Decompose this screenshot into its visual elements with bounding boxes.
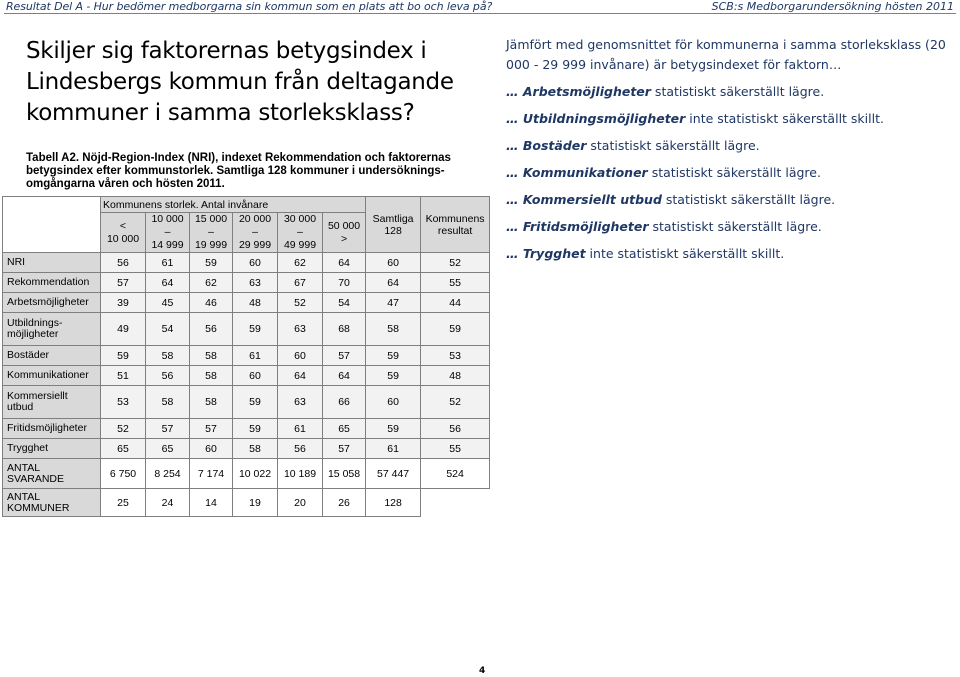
row-label-line: SVARANDE [7, 472, 64, 485]
row-label [3, 366, 101, 386]
value-cell: 56 [190, 313, 233, 346]
row-label-line: Arbetsmöjligheter [7, 296, 89, 308]
header-survey-name: SCB:s Medborgarundersökning hösten 2011 [711, 0, 954, 13]
value-cell: 55 [421, 273, 490, 293]
table-row [3, 419, 490, 439]
value-cell: 63 [233, 273, 278, 293]
value-cell: 52 [421, 253, 490, 273]
value-cell: 60 [278, 346, 323, 366]
kommunens-resultat-header [421, 197, 490, 253]
size-col-header [190, 213, 233, 253]
value-cell: 52 [278, 293, 323, 313]
value-cell: 68 [323, 313, 366, 346]
value-cell: 59 [366, 346, 421, 366]
row-label-line: möjligheter [7, 328, 59, 340]
value-cell: 70 [323, 273, 366, 293]
samtliga-header-line1: Samtliga [372, 212, 414, 225]
size-col-line: 49 999 [283, 239, 317, 251]
value-cell: 61 [366, 439, 421, 459]
header-document-title: Resultat Del A - Hur bedömer medborgarna sin kommun som en plats att bo och leva på? [6, 0, 493, 13]
value-cell: 58 [146, 386, 190, 419]
size-col-line: – [164, 226, 171, 238]
value-cell: 57 447 [366, 459, 421, 489]
value-cell: 65 [101, 439, 146, 459]
size-col-line: 14 999 [151, 239, 184, 251]
value-cell: 61 [146, 253, 190, 273]
value-cell: 64 [323, 366, 366, 386]
value-cell: 128 [366, 489, 421, 517]
value-cell: 20 [278, 489, 323, 517]
value-cell: 58 [233, 439, 278, 459]
value-cell: 56 [101, 253, 146, 273]
size-col-header [101, 213, 146, 253]
value-cell: 26 [323, 489, 366, 517]
value-cell: 56 [278, 439, 323, 459]
value-cell: 57 [146, 419, 190, 439]
row-label [3, 293, 101, 313]
finding-item [506, 136, 946, 156]
row-label [3, 439, 101, 459]
size-group-header: Kommunens storlek. Antal invånare [101, 197, 366, 213]
value-cell: 64 [323, 253, 366, 273]
value-cell: 64 [278, 366, 323, 386]
value-cell: 56 [146, 366, 190, 386]
size-col-line: – [208, 226, 214, 238]
value-cell: 57 [190, 419, 233, 439]
value-cell: 24 [146, 489, 190, 517]
value-cell: 57 [323, 439, 366, 459]
row-label [3, 346, 101, 366]
value-cell: 52 [101, 419, 146, 439]
value-cell [421, 489, 490, 517]
value-cell: 67 [278, 273, 323, 293]
value-cell: 25 [101, 489, 146, 517]
row-label-line: Fritidsmöjligheter [7, 422, 87, 434]
finding-factor: … Kommunikationer [506, 165, 648, 180]
value-cell: 47 [366, 293, 421, 313]
value-cell: 524 [421, 459, 490, 489]
size-col-line: 50 000 [327, 219, 361, 232]
value-cell: 64 [146, 273, 190, 293]
value-cell: 46 [190, 293, 233, 313]
value-cell: 66 [323, 386, 366, 419]
value-cell: 10 189 [278, 459, 323, 489]
value-cell: 63 [278, 386, 323, 419]
index-table [2, 196, 490, 517]
value-cell: 14 [190, 489, 233, 517]
table-body [3, 253, 490, 517]
size-col-header [233, 213, 278, 253]
value-cell: 59 [233, 419, 278, 439]
finding-result: statistiskt säkerställt lägre. [648, 219, 822, 234]
row-label [3, 459, 101, 489]
value-cell: 60 [366, 386, 421, 419]
value-cell: 51 [101, 366, 146, 386]
value-cell: 58 [190, 346, 233, 366]
size-col-header [323, 213, 366, 253]
value-cell: 10 022 [233, 459, 278, 489]
row-label-line: Kommunikationer [7, 369, 89, 381]
row-label [3, 419, 101, 439]
value-cell: 62 [190, 273, 233, 293]
value-cell: 15 058 [323, 459, 366, 489]
finding-result: inte statistiskt säkerställt skillt. [585, 246, 785, 261]
running-header [0, 0, 960, 14]
value-cell: 59 [101, 346, 146, 366]
size-col-line: – [297, 226, 303, 238]
value-cell: 19 [233, 489, 278, 517]
value-cell: 59 [421, 313, 490, 346]
row-label [3, 489, 101, 517]
value-cell: 57 [101, 273, 146, 293]
table-row [3, 489, 490, 517]
row-label-line: Bostäder [7, 349, 50, 361]
finding-factor: … Fritidsmöjligheter [506, 219, 649, 234]
findings-intro: Jämfört med genomsnittet för kommunerna i samma storleksklass (20 000 - 29 999 invånare) är betygsindexet för faktorn… [506, 37, 946, 72]
finding-factor: … Kommersiellt utbud [506, 192, 662, 207]
row-label-line: utbud [7, 401, 34, 413]
row-label [3, 313, 101, 346]
samtliga-header [366, 197, 421, 253]
size-col-line: 20 000 [238, 213, 272, 225]
value-cell: 60 [366, 253, 421, 273]
value-cell: 65 [323, 419, 366, 439]
finding-item [506, 109, 946, 129]
finding-factor: … Bostäder [506, 138, 587, 153]
findings-list [506, 82, 946, 264]
header-divider [4, 13, 956, 14]
value-cell: 44 [421, 293, 490, 313]
value-cell: 55 [421, 439, 490, 459]
value-cell: 64 [366, 273, 421, 293]
value-cell: 58 [190, 386, 233, 419]
row-label-line: ANTAL [7, 461, 41, 474]
size-col-line: 19 999 [194, 239, 228, 251]
samtliga-header-line2: 128 [384, 224, 402, 237]
size-col-line: < [119, 219, 127, 232]
finding-item [506, 244, 946, 264]
value-cell: 62 [278, 253, 323, 273]
value-cell: 7 174 [190, 459, 233, 489]
table-row [3, 313, 490, 346]
finding-factor: … Trygghet [506, 246, 586, 261]
value-cell: 39 [101, 293, 146, 313]
value-cell: 58 [366, 313, 421, 346]
value-cell: 58 [146, 346, 190, 366]
value-cell: 65 [146, 439, 190, 459]
value-cell: 48 [421, 366, 490, 386]
row-label-line: NRI [7, 256, 26, 268]
value-cell: 52 [421, 386, 490, 419]
value-cell: 59 [366, 366, 421, 386]
size-col-line: 15 000 [194, 213, 228, 225]
value-cell: 8 254 [146, 459, 190, 489]
row-label-line: Kommersiellt [7, 390, 68, 402]
value-cell: 59 [233, 386, 278, 419]
kommunens-header-line1: Kommunens [425, 212, 485, 225]
value-cell: 60 [233, 366, 278, 386]
size-col-line: > [340, 232, 348, 245]
value-cell: 49 [101, 313, 146, 346]
value-cell: 6 750 [101, 459, 146, 489]
table-row [3, 366, 490, 386]
row-label [3, 253, 101, 273]
finding-result: statistiskt säkerställt lägre. [661, 192, 836, 207]
table-row [3, 293, 490, 313]
table-row [3, 253, 490, 273]
value-cell: 61 [233, 346, 278, 366]
value-cell: 57 [323, 346, 366, 366]
row-label-line: KOMMUNER [7, 501, 70, 514]
value-cell: 54 [146, 313, 190, 346]
page-number: 4 [479, 666, 486, 676]
table-row [3, 386, 490, 419]
value-cell: 59 [366, 419, 421, 439]
size-col-line: 10 000 [151, 213, 184, 225]
findings-column [506, 35, 946, 264]
row-label [3, 273, 101, 293]
size-col-header [278, 213, 323, 253]
value-cell: 61 [278, 419, 323, 439]
row-label-line: Utbildnings- [7, 317, 63, 329]
value-cell: 60 [190, 439, 233, 459]
size-col-header [146, 213, 190, 253]
value-cell: 63 [278, 313, 323, 346]
table-corner-cell [3, 197, 101, 253]
size-col-line: – [252, 226, 258, 238]
row-label-line: Rekommendation [7, 276, 90, 288]
value-cell: 59 [190, 253, 233, 273]
value-cell: 53 [421, 346, 490, 366]
value-cell: 53 [101, 386, 146, 419]
table-caption: Tabell A2. Nöjd-Region-Index (NRI), indexet Rekommendation och faktorernas betygsindex efter kommunstorlek. Samtliga 128 kommuner i undersöknings-omgångarna våren och hösten 2011. [26, 152, 451, 190]
kommunens-header-line2: resultat [437, 224, 473, 237]
value-cell: 45 [146, 293, 190, 313]
table-row [3, 273, 490, 293]
finding-item [506, 217, 946, 237]
page-title: Skiljer sig faktorernas betygsindex i Lindesbergs kommun från deltagande kommuner i samma storleksklass? [26, 38, 454, 126]
size-col-line: 30 000 [283, 213, 317, 225]
finding-factor: … Arbetsmöjligheter [506, 84, 651, 99]
finding-result: statistiskt säkerställt lägre. [647, 165, 821, 180]
table-row [3, 439, 490, 459]
value-cell: 48 [233, 293, 278, 313]
value-cell: 56 [421, 419, 490, 439]
size-col-line: 10 000 [106, 232, 140, 245]
value-cell: 58 [190, 366, 233, 386]
size-col-line: 29 999 [238, 239, 272, 251]
finding-item [506, 190, 946, 210]
row-label-line: Trygghet [7, 442, 49, 454]
finding-item [506, 82, 946, 102]
value-cell: 59 [233, 313, 278, 346]
value-cell: 54 [323, 293, 366, 313]
row-label [3, 386, 101, 419]
table-row [3, 346, 490, 366]
finding-result: inte statistiskt säkerställt skillt. [685, 111, 884, 126]
finding-item [506, 163, 946, 183]
finding-result: statistiskt säkerställt lägre. [586, 138, 760, 153]
row-label-line: ANTAL [7, 490, 41, 503]
finding-factor: … Utbildningsmöjligheter [506, 111, 686, 126]
table-row [3, 459, 490, 489]
value-cell: 60 [233, 253, 278, 273]
finding-result: statistiskt säkerställt lägre. [650, 84, 825, 99]
